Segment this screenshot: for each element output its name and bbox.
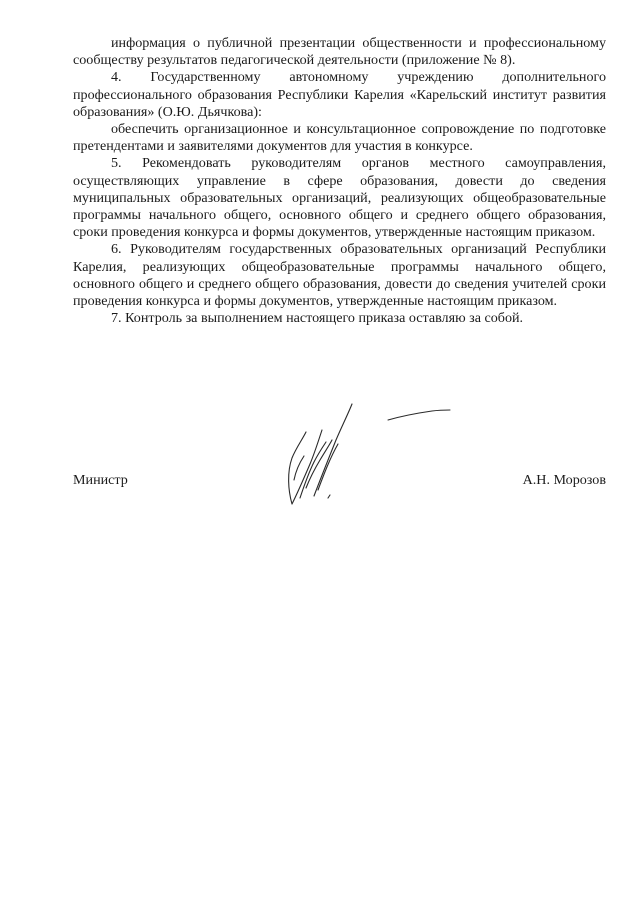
document-body — [73, 35, 606, 327]
paragraph-item-7: 7. Контроль за выполнением настоящего приказа оставляю за собой. — [111, 310, 524, 327]
paragraph-item-4: 4. Государственному автономному учреждению дополнительного профессионального образования Республики Карелия «Карельский институт развития образования» (О.Ю. Дьячкова): — [73, 69, 606, 120]
signatory-title: Министр — [73, 472, 128, 488]
signature-block — [73, 472, 606, 492]
paragraph-item-6: 6. Руководителям государственных образовательных организаций Республики Карелия, реализующих общеобразовательные программы начального общего, основного общего и среднего общего образования, довести до сведения учителей сроки проведения конкурса и формы документов, утвержденные настоящим приказом. — [73, 241, 606, 310]
signatory-name: А.Н. Морозов — [522, 472, 606, 488]
paragraph-item-4-task: обеспечить организационное и консультационное сопровождение по подготовке претендентами и заявителями документов для участия в конкурсе. — [73, 121, 606, 155]
paragraph-presentation-info: информация о публичной презентации общественности и профессиональному сообществу результатов педагогической деятельности (приложение № 8). — [73, 35, 606, 69]
handwritten-signature — [270, 400, 460, 510]
paragraph-item-5: 5. Рекомендовать руководителям органов местного самоуправления, осуществляющих управление в сфере образования, довести до сведения муниципальных образовательных организаций, реализующих общеобразовательные программы начального общего, основного общего и среднего общего образования, сроки проведения конкурса и формы документов, утвержденные настоящим приказом. — [73, 155, 606, 241]
